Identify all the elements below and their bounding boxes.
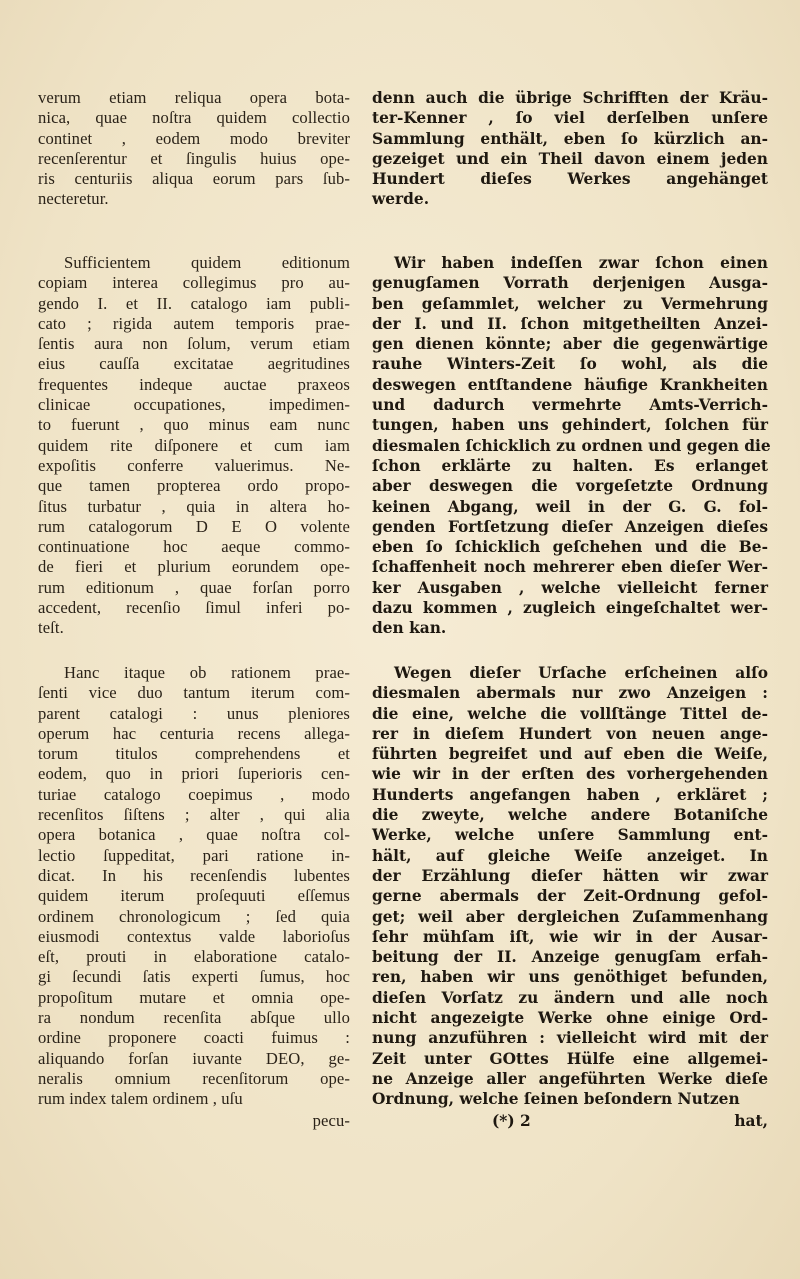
latin-paragraph-1 [38,88,350,210]
german-text-line: get; weil aber dergleichen Zuſammenhang [372,907,768,926]
german-text-line: aber deswegen die vorgeſetzte Ordnung [372,477,768,496]
german-text-line: ker Ausgaben , welche vielleicht ferner [372,578,768,597]
german-text-line: Hunderts angefangen haben , erkläret ; [372,785,768,804]
latin-text-line: expoſitis conferre valuerimus. Ne- [38,455,350,475]
german-text-line: ſchaffenheit noch mehrerer eben dieſer Wer- [372,558,768,577]
latin-text-line: torum titulos comprehendens et [38,744,350,764]
latin-text-line: cato ; rigida autem temporis prae- [38,313,350,333]
latin-text-line: ſentis aura non ſolum, verum etiam [38,334,350,354]
german-text-line: dieſen Vorſatz zu ändern und alle noch [372,988,768,1007]
german-paragraph-2 [372,253,771,639]
german-text-line: rauhe Winters-Zeit ſo wohl, als die [372,355,768,374]
latin-text-line: recenſerentur et ſingulis huius ope- [38,148,350,168]
latin-text-line: de fieri et plurium eorundem ope- [38,557,350,577]
latin-text-line: dicat. In his recenſendis lubentes [38,865,350,885]
german-text-line: und dadurch vermehrte Amts-Verrich- [372,396,768,415]
german-text-line: ſchon erklärte zu halten. Es erlanget [372,456,768,475]
latin-text-line: ra nondum recenſita abſque ullo [38,1008,350,1028]
latin-text-line: parent catalogi : unus pleniores [38,703,350,723]
latin-text-line: quidem rite diſponere et cum iam [38,435,350,455]
german-text-line: beitung der II. Anzeige genugſam erfah- [372,948,768,967]
latin-text-line: nica, quae noſtra quidem collectio [38,108,350,128]
latin-text-line: to fuerunt , quo minus eam nunc [38,415,350,435]
latin-text-line: opera botanica , quae noſtra col- [38,825,350,845]
latin-text-line: Sufficientem quidem editionum [64,253,350,272]
latin-text-line: quidem iterum proſequuti eſſemus [38,886,350,906]
german-text-line: eben ſo ſchicklich geſchehen und die Be- [372,538,768,557]
german-text-line: die zweyte, welche andere Botaniſche [372,806,768,825]
signature-mark: (*) 2 [492,1112,531,1130]
german-text-line: ren, haben wir uns genöthiget befunden, [372,968,768,987]
german-text-line: genden Fortſetzung dieſer Anzeigen dieſes [372,517,768,536]
latin-text-line: ris centuriis aliqua eorum pars ſub- [38,169,350,189]
german-text-line: Werke, welche unſere Sammlung ent- [372,826,768,845]
german-text-line: die eine, welche die vollſtänge Tittel de- [372,704,768,723]
latin-text-line: ſitus turbatur , quia in altera ho- [38,496,350,516]
german-text-line: werde. [372,190,430,209]
german-text-line: ben geſammlet, welcher zu Vermehrung [372,294,768,313]
latin-text-line: ſenti vice duo tantum iterum com- [38,683,350,703]
german-text-line: deswegen entſtandene häufige Krankheiten [372,375,768,394]
latin-text-line: frequentes indeque auctae praxeos [38,374,350,394]
latin-text-line: teſt. [38,618,64,638]
german-text-line: gen dienen könnte; aber die gegenwärtige [372,335,768,354]
latin-text-line: lectio ſuppeditat, pari ratione in- [38,845,350,865]
german-text-line: nung anzuführen : vielleicht wird mit der [372,1029,768,1048]
latin-text-line: turiae catalogo coepimus , modo [38,784,350,804]
german-text-line: den kan. [372,619,447,638]
latin-text-line: rum catalogorum D E O volente [38,516,350,536]
latin-text-line: eius cauſſa excitatae aegritudines [38,354,350,374]
latin-text-line: clinicae occupationes, impedimen- [38,395,350,415]
german-footer [372,1111,768,1132]
german-paragraph-1 [372,88,768,210]
latin-text-line: continuatione hoc aeque commo- [38,537,350,557]
german-text-line: diesmalen abermals nur zwo Anzeigen : [372,684,768,703]
latin-text-line: ordine proponere coacti fuimus : [38,1028,350,1048]
latin-text-line: rum editionum , quae forſan porro [38,577,350,597]
latin-paragraph-2 [38,253,350,639]
latin-text-line: recenſitos ſiſtens ; alter , qui alia [38,805,350,825]
german-text-line: der Erzählung dieſer hätten wir zwar [372,866,768,885]
latin-catchword: pecu- [312,1111,350,1130]
latin-text-line: necteretur. [38,189,109,209]
latin-text-line: eiusmodi contextus valde laborioſus [38,926,350,946]
german-text-line: führten begreifet und auf eben die Weiſe, [372,745,768,764]
latin-text-line: eſt, prouti in elaboratione catalo- [38,947,350,967]
latin-text-line: gendo I. et II. catalogo iam publi- [38,293,350,313]
latin-text-line: Hanc itaque ob rationem prae- [64,663,350,682]
german-text-line: ter-Kenner , ſo viel derſelben unſere [372,109,768,128]
latin-text-line: copiam interea collegimus pro au- [38,273,350,293]
latin-paragraph-3 [38,663,350,1110]
german-text-line: Ordnung, welche ſeinen beſondern Nutzen [372,1090,740,1109]
german-paragraph-3 [372,663,768,1110]
german-text-line: Zeit unter GOttes Hülfe eine allgemei- [372,1049,768,1068]
german-text-line: ſehr mühſam iſt, wie wir in der Ausar- [372,927,768,946]
german-text-line: diesmalen ſchicklich zu ordnen und gegen die [372,436,771,455]
latin-text-line: propoſitum mutare et omnia ope- [38,987,350,1007]
german-text-line: gerne abermals der Zeit-Ordnung gefol- [372,887,768,906]
german-text-line: denn auch die übrige Schrifften der Kräu- [372,89,768,107]
german-text-line: wie wir in der erſten des vorhergehenden [372,765,768,784]
german-text-line: nicht angezeigte Werke ohne einige Ord- [372,1009,768,1028]
german-text-line: Wir haben indeſſen zwar ſchon einen [394,254,768,272]
latin-text-line: ordinem chronologicum ; ſed quia [38,906,350,926]
latin-text-line: aliquando forſan iuvante DEO, ge- [38,1048,350,1068]
german-text-line: der I. und II. ſchon mitgetheilten Anzei- [372,314,768,333]
german-text-line: hält, auf gleiche Weiſe anzeiget. In [372,846,768,865]
latin-text-line: eodem, quo in priori ſuperioris cen- [38,764,350,784]
latin-text-line: rum index talem ordinem , uſu [38,1089,243,1109]
latin-text-line: accedent, recenſio ſimul inferi po- [38,598,350,618]
latin-text-line: que tamen propterea ordo propo- [38,476,350,496]
german-catchword: hat, [734,1112,768,1130]
german-text-line: dazu kommen , zugleich eingeſchaltet wer- [372,599,768,618]
german-text-line: Hundert dieſes Werkes angehänget [372,170,768,189]
latin-text-line: verum etiam reliqua opera bota- [38,88,350,107]
latin-text-line: operum hac centuria recens allega- [38,723,350,743]
latin-text-line: gi ſecundi ſatis experti ſumus, hoc [38,967,350,987]
latin-text-line: neralis omnium recenſitorum ope- [38,1068,350,1088]
german-text-line: Wegen dieſer Urſache erſcheinen alſo [394,664,768,682]
german-text-line: ne Anzeige aller angeführten Werke dieſe [372,1069,768,1088]
german-text-line: Sammlung enthält, eben ſo kürzlich an- [372,129,768,148]
german-text-line: rer in dieſem Hundert von neuen ange- [372,724,768,743]
german-text-line: tungen, haben uns gehindert, ſolchen für [372,416,768,435]
latin-text-line: continet , eodem modo breviter [38,128,350,148]
german-text-line: gezeiget und ein Theil davon einem jeden [372,149,768,168]
german-text-line: genugſamen Vorrath derjenigen Ausga- [372,274,768,293]
german-text-line: keinen Abgang, weil in der G. G. fol- [372,497,768,516]
